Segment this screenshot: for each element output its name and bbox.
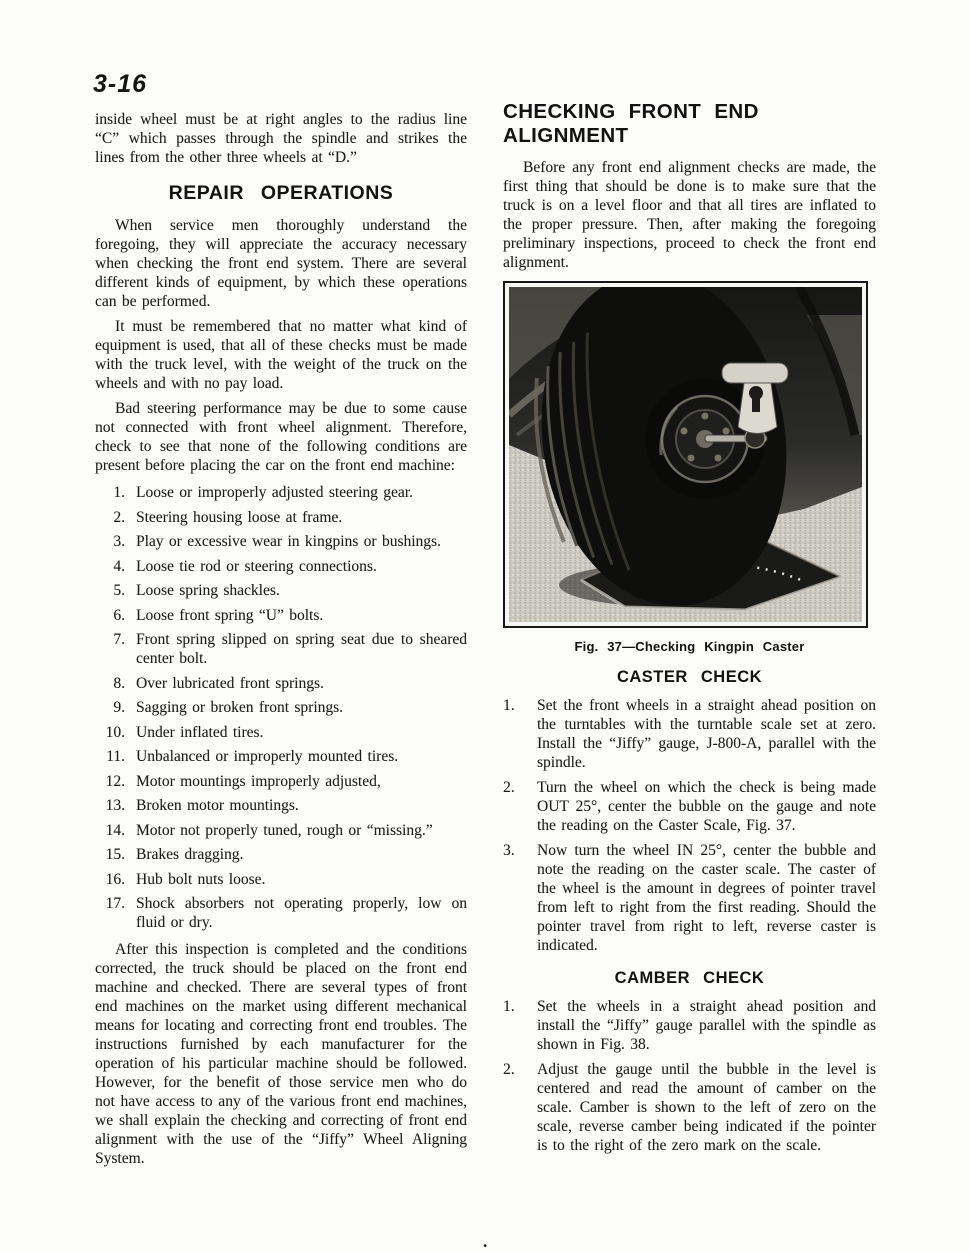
item-text: Loose spring shackles. xyxy=(136,582,280,599)
condition-item xyxy=(95,532,467,551)
caster-step xyxy=(503,841,876,955)
condition-item xyxy=(95,606,467,625)
repair-operations-heading: REPAIR OPERATIONS xyxy=(168,182,394,204)
item-number: 5. xyxy=(113,582,125,599)
item-text: Broken motor mountings. xyxy=(136,797,299,814)
item-text: Loose front spring “U” bolts. xyxy=(136,606,324,624)
condition-item xyxy=(95,698,467,717)
continued-paragraph: inside wheel must be at right angles to the radius line “C” which passes through the spindle and strikes the lines from the other three wheels at “D.” xyxy=(95,111,467,166)
caster-check-heading: CASTER CHECK xyxy=(616,668,763,686)
checking-front-end-alignment-heading: CHECKING FRONT END ALIGNMENT xyxy=(503,100,759,147)
item-text: Hub bolt nuts loose. xyxy=(136,870,266,888)
repair-paragraph: Bad steering performance may be due to some cause not connected with front wheel alignment. Therefore, check to see that none of the following conditions are present before placing the car on the front end machine: xyxy=(95,400,467,474)
step-number: 1. xyxy=(503,697,515,714)
item-text: Play or excessive wear in kingpins or bushings. xyxy=(136,533,441,550)
item-text: Loose or improperly adjusted steering gear. xyxy=(136,484,413,501)
figure-caption: Fig. 37—Checking Kingpin Caster xyxy=(574,639,805,654)
item-text: Front spring slipped on spring seat due to sheared center bolt. xyxy=(136,631,467,667)
camber-step xyxy=(503,1060,876,1155)
item-number: 3. xyxy=(113,533,125,550)
step-text: Set the wheels in a straight ahead position and install the “Jiffy” gauge parallel with the spindle as shown in Fig. 38. xyxy=(537,998,876,1053)
condition-item xyxy=(95,772,467,791)
caster-step xyxy=(503,778,876,835)
item-number: 2. xyxy=(113,508,125,526)
step-number: 2. xyxy=(503,779,515,796)
condition-item xyxy=(95,508,467,527)
item-number: 9. xyxy=(113,699,125,716)
condition-item xyxy=(95,796,467,815)
left-column xyxy=(95,110,467,1174)
right-column xyxy=(503,100,876,1163)
item-text: Steering housing loose at frame. xyxy=(136,508,343,526)
footer-mark: . xyxy=(483,1232,488,1251)
item-number: 10. xyxy=(105,723,125,741)
item-number: 14. xyxy=(105,821,125,839)
caster-step xyxy=(503,696,876,772)
page-number: 3-16 xyxy=(93,70,148,98)
step-number: 1. xyxy=(503,998,515,1015)
item-text: Shock absorbers not operating properly, low on fluid or dry. xyxy=(136,895,467,931)
item-number: 8. xyxy=(113,674,125,692)
item-text: Unbalanced or improperly mounted tires. xyxy=(136,748,399,765)
repair-paragraph: It must be remembered that no matter what kind of equipment is used, that all of these checks must be made with the truck level, with the weight of the truck on the wheels and with no pay load. xyxy=(95,318,467,392)
condition-item xyxy=(95,821,467,840)
alignment-intro-paragraph: Before any front end alignment checks are made, the first thing that should be done is to make sure that the truck is on a level floor and that all tires are inflated to the proper pressure. Then, after making the foregoing preliminary inspections, proceed to check the front end alignment. xyxy=(503,159,876,271)
item-text: Motor not properly tuned, rough or “missing.” xyxy=(136,821,433,839)
condition-item xyxy=(95,674,467,693)
camber-steps-list xyxy=(503,997,876,1155)
item-text: Brakes dragging. xyxy=(136,846,244,863)
step-text: Set the front wheels in a straight ahead position on the turntables with the turntable scale set at zero. Install the “Jiffy” gauge, J-800-A, parallel with the spindle. xyxy=(537,697,876,771)
condition-item xyxy=(95,845,467,864)
step-text: Now turn the wheel IN 25°, center the bubble and note the reading on the caster scale. The caster of the wheel is the amount in degrees of pointer travel from left to right from the first reading. Should the pointer travel from right to left, reverse caster is indicated. xyxy=(537,842,876,954)
item-number: 15. xyxy=(105,846,125,863)
closing-paragraph: After this inspection is completed and the conditions corrected, the truck should be placed on the front end machine and checked. There are several types of front end machines on the market using different mechanical means for locating and correcting front end troubles. The instructions furnished by each manufacturer for the operation of his particular machine should be followed. However, for the benefit of those service men who do not have access to any of the various front end machines, we shall explain the checking and correcting of front end alignment with the use of the “Jiffy” Wheel Aligning System. xyxy=(95,941,467,1167)
step-text: Adjust the gauge until the bubble in the level is centered and read the amount of camber on the scale. Camber is shown to the left of zero on the scale, reverse camber being indicated if the pointer is to the right of the zero mark on the scale. xyxy=(537,1061,876,1154)
item-text: Over lubricated front springs. xyxy=(136,674,324,692)
figure-37 xyxy=(503,281,876,654)
item-number: 12. xyxy=(105,772,125,790)
item-number: 11. xyxy=(106,748,125,765)
step-text: Turn the wheel on which the check is being made OUT 25°, center the bubble on the gauge and note the reading on the Caster Scale, Fig. 37. xyxy=(537,779,876,834)
item-number: 7. xyxy=(113,631,125,648)
condition-item xyxy=(95,747,467,766)
camber-step xyxy=(503,997,876,1054)
condition-item xyxy=(95,483,467,502)
item-number: 13. xyxy=(105,797,125,814)
step-number: 3. xyxy=(503,842,515,859)
condition-item xyxy=(95,870,467,889)
item-text: Loose tie rod or steering connections. xyxy=(136,557,377,575)
item-number: 17. xyxy=(105,895,125,912)
figure-photo xyxy=(503,281,868,628)
condition-item xyxy=(95,723,467,742)
camber-check-heading: CAMBER CHECK xyxy=(614,969,765,987)
condition-item xyxy=(95,581,467,600)
step-number: 2. xyxy=(503,1061,515,1078)
item-number: 4. xyxy=(113,557,125,575)
item-text: Sagging or broken front springs. xyxy=(136,699,344,716)
repair-paragraph: When service men thoroughly understand the foregoing, they will appreciate the accuracy necessary when checking the front end system. There are several different kinds of equipment, by which these operations can be performed. xyxy=(95,217,467,310)
conditions-list xyxy=(95,483,467,932)
item-text: Motor mountings improperly adjusted, xyxy=(136,772,381,790)
caster-steps-list xyxy=(503,696,876,955)
item-number: 1. xyxy=(113,484,125,501)
item-number: 16. xyxy=(105,870,125,888)
condition-item xyxy=(95,894,467,932)
condition-item xyxy=(95,557,467,576)
condition-item xyxy=(95,630,467,668)
item-text: Under inflated tires. xyxy=(136,723,264,741)
item-number: 6. xyxy=(113,606,125,624)
kingpin-caster-photo-illustration xyxy=(509,287,862,622)
